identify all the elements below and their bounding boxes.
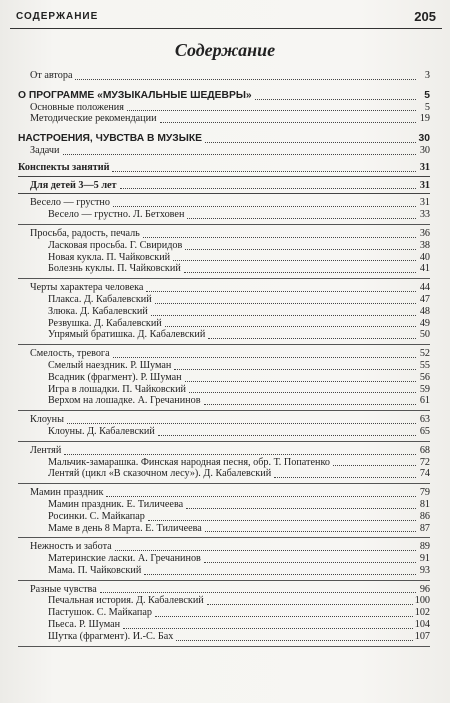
toc-entry-label: Печальная история. Д. Кабалевский <box>48 595 204 607</box>
toc-entry-label: Смелость, тревога <box>30 348 110 360</box>
toc-entry-page: 56 <box>419 371 430 383</box>
toc-entry <box>18 395 430 407</box>
toc-topic-heading <box>18 348 430 360</box>
toc-entry-page: 31 <box>419 161 430 173</box>
toc-entry-label: Основные положения <box>30 101 124 113</box>
toc-entry-label: Методические рекомендации <box>30 113 157 125</box>
toc-entry-label: Маме в день 8 Марта. Е. Тиличеева <box>48 522 202 534</box>
toc-entry <box>18 145 430 157</box>
leader-dots <box>106 495 416 497</box>
leader-dots <box>123 627 413 629</box>
leader-dots <box>185 380 416 382</box>
leader-dots <box>67 422 416 424</box>
toc-entry-page: 41 <box>419 263 430 275</box>
toc-entry <box>18 511 430 523</box>
toc-entry-page: 49 <box>419 317 430 329</box>
toc-entry-label: Игра в лошадки. П. Чайковский <box>48 383 186 395</box>
toc-entry-page: 87 <box>419 522 430 534</box>
toc-entry-page: 31 <box>419 197 430 209</box>
toc-entry-page: 104 <box>414 619 430 631</box>
toc-entry <box>18 426 430 438</box>
toc-entry <box>18 499 430 511</box>
toc-entry-label: Нежность и забота <box>30 541 112 553</box>
toc-entry <box>18 329 430 341</box>
toc-entry-page: 74 <box>419 468 430 480</box>
toc-entry-lessons <box>18 162 430 174</box>
toc-topic-group <box>18 228 430 279</box>
toc-entry-label: Пьеса. Р. Шуман <box>48 619 121 631</box>
toc-entry-page: 107 <box>414 630 430 642</box>
toc-entry <box>18 468 430 480</box>
toc-entry-label: Ласковая просьба. Г. Свиридов <box>48 239 183 251</box>
leader-dots <box>158 434 416 436</box>
leader-dots <box>185 248 416 250</box>
toc-entry-page: 44 <box>419 282 430 294</box>
toc-entry-page: 36 <box>419 227 430 239</box>
toc-entry-label: Весело — грустно. Л. Бетховен <box>48 209 185 221</box>
leader-dots <box>112 170 416 172</box>
toc-entry-label: Весело — грустно <box>30 197 110 209</box>
toc-entry-page: 59 <box>419 383 430 395</box>
toc-entry <box>18 565 430 577</box>
toc-topic-group <box>18 348 430 411</box>
leader-dots <box>113 205 416 207</box>
toc-topic-heading <box>18 282 430 294</box>
toc-entry <box>18 240 430 252</box>
toc-topic-heading <box>18 445 430 457</box>
toc-entry <box>18 306 430 318</box>
toc-topic-heading <box>18 197 430 209</box>
toc-entry <box>18 209 430 221</box>
toc-entry-label: Лентяй <box>30 444 62 456</box>
toc-entry <box>18 619 430 631</box>
leader-dots <box>113 356 416 358</box>
toc-entry-page: 3 <box>424 70 430 81</box>
toc-entry-page: 19 <box>419 113 430 125</box>
toc-topic-group <box>18 282 430 345</box>
toc-entry-page: 79 <box>419 487 430 499</box>
toc-entry <box>18 457 430 469</box>
toc-entry <box>18 294 430 306</box>
table-of-contents <box>18 70 430 650</box>
toc-entry <box>18 102 430 114</box>
toc-entry-label: Просьба, радость, печаль <box>30 227 140 239</box>
toc-entry-page: 102 <box>414 607 430 619</box>
toc-topic-group <box>18 197 430 225</box>
toc-section-moods <box>18 133 430 145</box>
running-head <box>10 10 442 29</box>
page-number: 205 <box>414 9 436 24</box>
toc-entry-label: Смелый наездник. Р. Шуман <box>48 359 172 371</box>
toc-entry <box>18 318 430 330</box>
toc-section-program <box>18 90 430 102</box>
leader-dots <box>127 109 416 111</box>
leader-dots <box>207 603 413 605</box>
toc-entry-label: Мама. П. Чайковский <box>48 564 142 576</box>
toc-entry-label: Клоуны. Д. Кабалевский <box>48 425 155 437</box>
leader-dots <box>120 187 416 189</box>
leader-dots <box>160 121 416 123</box>
toc-entry <box>18 631 430 643</box>
toc-topic-group <box>18 414 430 442</box>
divider <box>18 193 430 194</box>
toc-topic-group <box>18 445 430 484</box>
toc-topic-heading <box>18 414 430 426</box>
toc-entry <box>18 252 430 264</box>
leader-dots <box>144 573 416 575</box>
toc-entry <box>18 553 430 565</box>
leader-dots <box>186 507 416 509</box>
leader-dots <box>176 639 412 641</box>
toc-entry-page: 81 <box>419 498 430 510</box>
leader-dots <box>189 391 416 393</box>
divider <box>18 176 430 177</box>
toc-entry-label: Всадник (фрагмент). Р. Шуман <box>48 371 182 383</box>
toc-entry-label: Злюка. Д. Кабалевский <box>48 305 148 317</box>
toc-topic-group <box>18 584 430 647</box>
toc-entry <box>18 607 430 619</box>
leader-dots <box>143 236 416 238</box>
toc-entry-page: 72 <box>419 456 430 468</box>
toc-entry-page: 48 <box>419 305 430 317</box>
leader-dots <box>187 217 416 219</box>
leader-dots <box>155 302 416 304</box>
toc-entry-label: Болезнь куклы. П. Чайковский <box>48 263 181 275</box>
leader-dots <box>184 271 416 273</box>
toc-entry-page: 89 <box>419 541 430 553</box>
toc-entry <box>18 595 430 607</box>
toc-entry-page: 33 <box>419 209 430 221</box>
toc-entry-page: 91 <box>419 553 430 565</box>
toc-topic-heading <box>18 487 430 499</box>
leader-dots <box>151 314 416 316</box>
leader-dots <box>100 591 416 593</box>
toc-entry <box>18 372 430 384</box>
toc-entry-label: Задачи <box>30 144 60 156</box>
leader-dots <box>204 561 416 563</box>
toc-entry-page: 30 <box>419 144 430 156</box>
toc-section-page: 5 <box>424 89 430 101</box>
toc-entry-label: Для детей 3—5 лет <box>30 179 117 191</box>
toc-entry-label: Пастушок. С. Майкапар <box>48 607 152 619</box>
leader-dots <box>115 549 416 551</box>
toc-entry-label: Лентяй (цикл «В сказочном лесу»). Д. Кабалевский <box>48 468 272 480</box>
toc-entry-label: Материнские ласки. А. Гречанинов <box>48 553 201 565</box>
toc-entry-page: 100 <box>414 595 430 607</box>
toc-entry-page: 5 <box>424 101 430 113</box>
toc-entry-page: 40 <box>419 251 430 263</box>
page-title: Содержание <box>174 40 276 60</box>
leader-dots <box>205 530 416 532</box>
leader-dots <box>75 78 416 80</box>
toc-section-page: 30 <box>418 133 430 145</box>
toc-section-label: О ПРОГРАММЕ «МУЗЫКАЛЬНЫЕ ШЕДЕВРЫ» <box>18 89 252 101</box>
toc-entry-label: Новая кукла. П. Чайковский <box>48 251 171 263</box>
toc-entry-label: Разные чувства <box>30 583 97 595</box>
toc-entry-label: Плакса. Д. Кабалевский <box>48 293 152 305</box>
toc-entry-label: Упрямый братишка. Д. Кабалевский <box>48 329 206 341</box>
leader-dots <box>148 519 416 521</box>
toc-entry-label: Клоуны <box>30 414 64 426</box>
toc-entry-page: 52 <box>419 348 430 360</box>
toc-entry-label: Росинки. С. Майкапар <box>48 510 145 522</box>
toc-entry-label: Мамин праздник. Е. Тиличеева <box>48 498 184 510</box>
toc-entry-page: 61 <box>419 395 430 407</box>
toc-topic-group <box>18 487 430 538</box>
toc-topic-heading <box>18 584 430 596</box>
leader-dots <box>146 290 416 292</box>
toc-entry-page: 65 <box>419 425 430 437</box>
toc-entry-page: 55 <box>419 359 430 371</box>
toc-entry <box>18 384 430 396</box>
toc-entry-page: 86 <box>419 510 430 522</box>
toc-entry-label: От автора <box>30 70 73 81</box>
toc-entry-label: Резвушка. Д. Кабалевский <box>48 317 162 329</box>
toc-entry <box>18 113 430 125</box>
toc-entry-intro <box>18 70 430 82</box>
leader-dots <box>274 476 416 478</box>
toc-entry-page: 68 <box>419 444 430 456</box>
toc-entry-page: 50 <box>419 329 430 341</box>
toc-entry-label: Верхом на лошадке. А. Гречанинов <box>48 395 201 407</box>
toc-entry-page: 93 <box>419 564 430 576</box>
toc-entry-label: Конспекты занятий <box>18 161 110 173</box>
leader-dots <box>333 464 416 466</box>
toc-entry-page: 31 <box>419 179 430 191</box>
toc-entry-label: Мамин праздник <box>30 487 104 499</box>
leader-dots <box>205 141 416 143</box>
toc-entry-label: Шутка (фрагмент). И.-С. Бах <box>48 630 174 642</box>
toc-groups <box>18 197 430 646</box>
toc-topic-heading <box>18 541 430 553</box>
toc-entry <box>18 523 430 535</box>
leader-dots <box>174 368 416 370</box>
toc-entry-label: Черты характера человека <box>30 282 144 294</box>
leader-dots <box>64 453 416 455</box>
leader-dots <box>63 153 417 155</box>
toc-entry-age <box>18 180 430 192</box>
leader-dots <box>255 98 416 100</box>
running-head-section: СОДЕРЖАНИЕ <box>16 11 99 22</box>
toc-entry-page: 47 <box>419 293 430 305</box>
toc-topic-heading <box>18 228 430 240</box>
toc-section-label: НАСТРОЕНИЯ, ЧУВСТВА В МУЗЫКЕ <box>18 133 202 145</box>
toc-entry-page: 96 <box>419 583 430 595</box>
leader-dots <box>204 403 416 405</box>
toc-entry <box>18 360 430 372</box>
toc-entry-page: 63 <box>419 414 430 426</box>
toc-entry-page: 38 <box>419 239 430 251</box>
leader-dots <box>165 325 416 327</box>
toc-entry <box>18 263 430 275</box>
toc-topic-group <box>18 541 430 580</box>
leader-dots <box>173 259 416 261</box>
leader-dots <box>155 615 413 617</box>
toc-entry-label: Мальчик-замарашка. Финская народная песня, обр. Т. Попатенко <box>48 456 330 468</box>
leader-dots <box>208 337 416 339</box>
